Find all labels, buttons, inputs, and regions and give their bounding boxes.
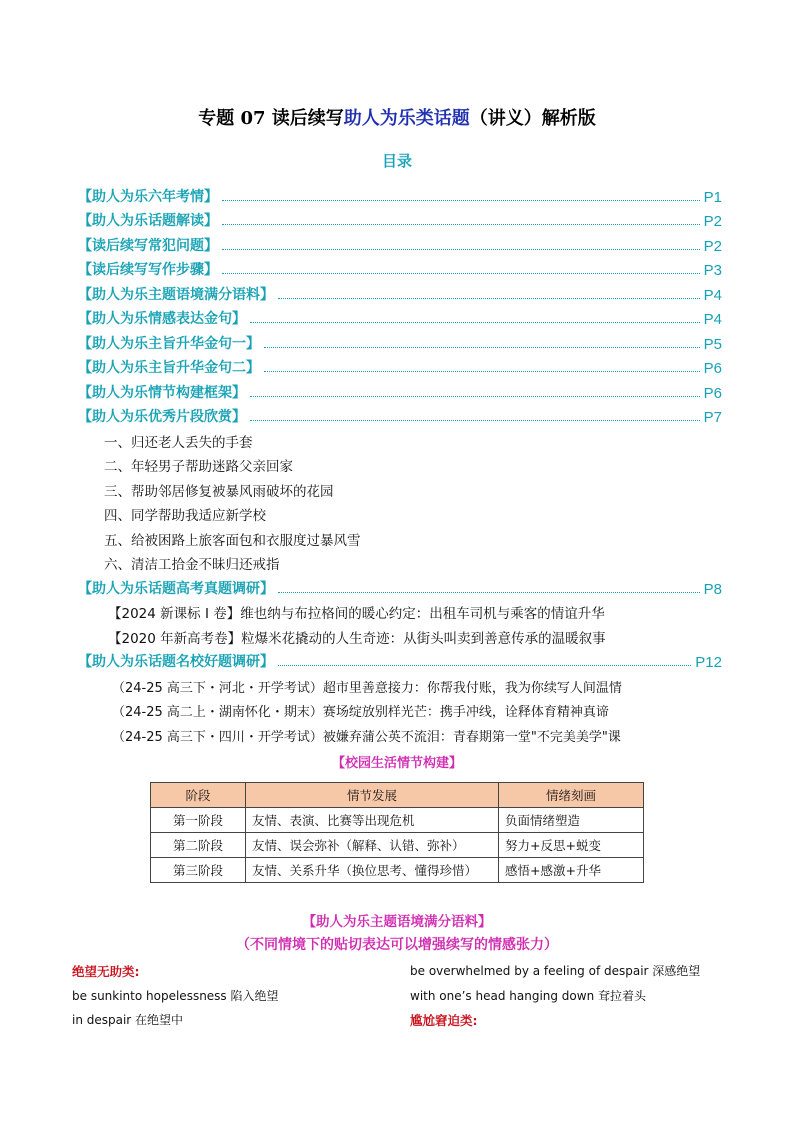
toc-page-number: P5 — [703, 335, 722, 353]
toc-entry[interactable]: 【助人为乐情节构建框架】 P6 — [78, 384, 722, 402]
toc-subentry[interactable]: （24-25 高三下・河北・开学考试）超市里善意接力：你帮我付账，我为你续写人间温情 — [112, 680, 622, 696]
toc-entry[interactable]: 【助人为乐主旨升华金句一】 P5 — [78, 335, 722, 353]
toc-entry[interactable]: 【助人为乐话题高考真题调研】 P8 — [78, 580, 722, 598]
table-header-row — [151, 783, 644, 808]
toc-subentry[interactable]: 四、同学帮助我适应新学校 — [104, 508, 266, 524]
toc-entry[interactable]: 【读后续写写作步骤】 P3 — [78, 262, 722, 279]
page-title — [0, 104, 794, 130]
toc-page-number: P1 — [703, 188, 722, 206]
table-cell: 努力+反思+蜕变 — [499, 833, 644, 858]
toc-subentry[interactable]: （24-25 高三下・四川・开学考试）被嫌弃蒲公英不流泪：青春期第一堂"不完美美学"课 — [112, 729, 621, 745]
toc-page-number: P12 — [695, 654, 722, 671]
toc-entry[interactable]: 【助人为乐优秀片段欣赏】 P7 — [78, 409, 722, 426]
toc-page-number: P2 — [703, 237, 722, 255]
campus-plot-heading: 【校园生活情节构建】 — [331, 756, 462, 771]
toc-subentry[interactable]: （24-25 高二上・湖南怀化・期末）赛场绽放别样光芒：携手冲线，诠释体育精神真谛 — [112, 705, 609, 720]
table-row — [151, 808, 644, 833]
toc-entry[interactable]: 【助人为乐主旨升华金句二】 P6 — [78, 360, 722, 377]
toc-page-number: P7 — [703, 409, 722, 426]
table-cell: 感悟+感激+升华 — [499, 858, 644, 883]
table-of-contents — [78, 181, 722, 745]
toc-page-number: P6 — [703, 360, 722, 377]
toc-entry[interactable]: 【助人为乐话题解读】 P2 — [78, 213, 722, 230]
table-cell: 友情、表演、比赛等出现危机 — [246, 808, 499, 833]
title-highlight: 助人为乐类话题 — [343, 108, 470, 129]
toc-subentry[interactable]: 五、给被困路上旅客面包和衣服度过暴风雪 — [104, 532, 361, 549]
toc-entry[interactable]: 【助人为乐情感表达金句】 P4 — [78, 311, 722, 328]
corpus-subheading: （不同情境下的贴切表达可以增强续写的情感张力） — [236, 937, 558, 953]
toc-subentry[interactable]: 【2020 年新高考卷】粒爆米花撬动的人生奇迹：从街头叫卖到善意传承的温暖叙事 — [108, 630, 606, 647]
vocab-item: with one’s head hanging down 耷拉着头 — [410, 989, 647, 1003]
corpus-heading: 【助人为乐主题语境满分语料】 — [302, 914, 492, 930]
vocab-item: be sunkinto hopelessness 陷入绝望 — [72, 989, 279, 1003]
table-cell: 友情、误会弥补（解释、认错、弥补） — [246, 833, 499, 858]
toc-entry[interactable]: 【助人为乐六年考情】 P1 — [78, 188, 722, 206]
toc-page-number: P2 — [703, 213, 722, 230]
table-cell: 第二阶段 — [151, 833, 246, 858]
table-cell: 负面情绪塑造 — [499, 808, 644, 833]
toc-entry[interactable]: 【助人为乐主题语境满分语料】 P4 — [78, 286, 722, 304]
title-suffix: （讲义）解析版 — [469, 108, 596, 129]
table-row — [151, 858, 644, 883]
vocab-category-embarrassment: 尴尬窘迫类: — [410, 1013, 478, 1028]
toc-subentry[interactable]: 三、帮助邻居修复被暴风雨破坏的花园 — [104, 483, 334, 500]
toc-page-number: P8 — [703, 580, 722, 598]
table-cell: 第三阶段 — [151, 858, 246, 883]
table-row — [151, 833, 644, 858]
vocab-category-despair: 绝望无助类: — [72, 964, 140, 979]
toc-subentry[interactable]: 【2024 新课标 I 卷】维也纳与布拉格间的暖心约定：出租车司机与乘客的情谊升华 — [108, 606, 605, 622]
toc-page-number: P6 — [703, 384, 722, 402]
table-header-cell: 情节发展 — [246, 783, 499, 808]
toc-subentry[interactable]: 六、清洁工拾金不昧归还戒指 — [104, 557, 280, 573]
toc-heading: 目录 — [381, 152, 412, 170]
vocab-item: be overwhelmed by a feeling of despair 深感绝望 — [410, 964, 701, 978]
table-header-cell: 阶段 — [151, 783, 246, 808]
toc-subentry[interactable]: 二、年轻男子帮助迷路父亲回家 — [104, 459, 293, 475]
table-cell: 第一阶段 — [151, 808, 246, 833]
table-header-cell: 情绪刻画 — [499, 783, 644, 808]
plot-structure-table — [150, 782, 644, 883]
toc-entry[interactable]: 【读后续写常犯问题】 P2 — [78, 237, 722, 255]
toc-entry[interactable]: 【助人为乐话题名校好题调研】 P12 — [78, 654, 722, 671]
title-prefix: 专题 07 读后续写 — [198, 108, 344, 129]
toc-subentry[interactable]: 一、归还老人丢失的手套 — [104, 434, 253, 451]
toc-page-number: P4 — [703, 311, 722, 328]
toc-page-number: P4 — [703, 286, 722, 304]
table-cell: 友情、关系升华（换位思考、懂得珍惜） — [246, 858, 499, 883]
vocab-item: in despair 在绝望中 — [72, 1013, 184, 1027]
toc-page-number: P3 — [703, 262, 722, 279]
